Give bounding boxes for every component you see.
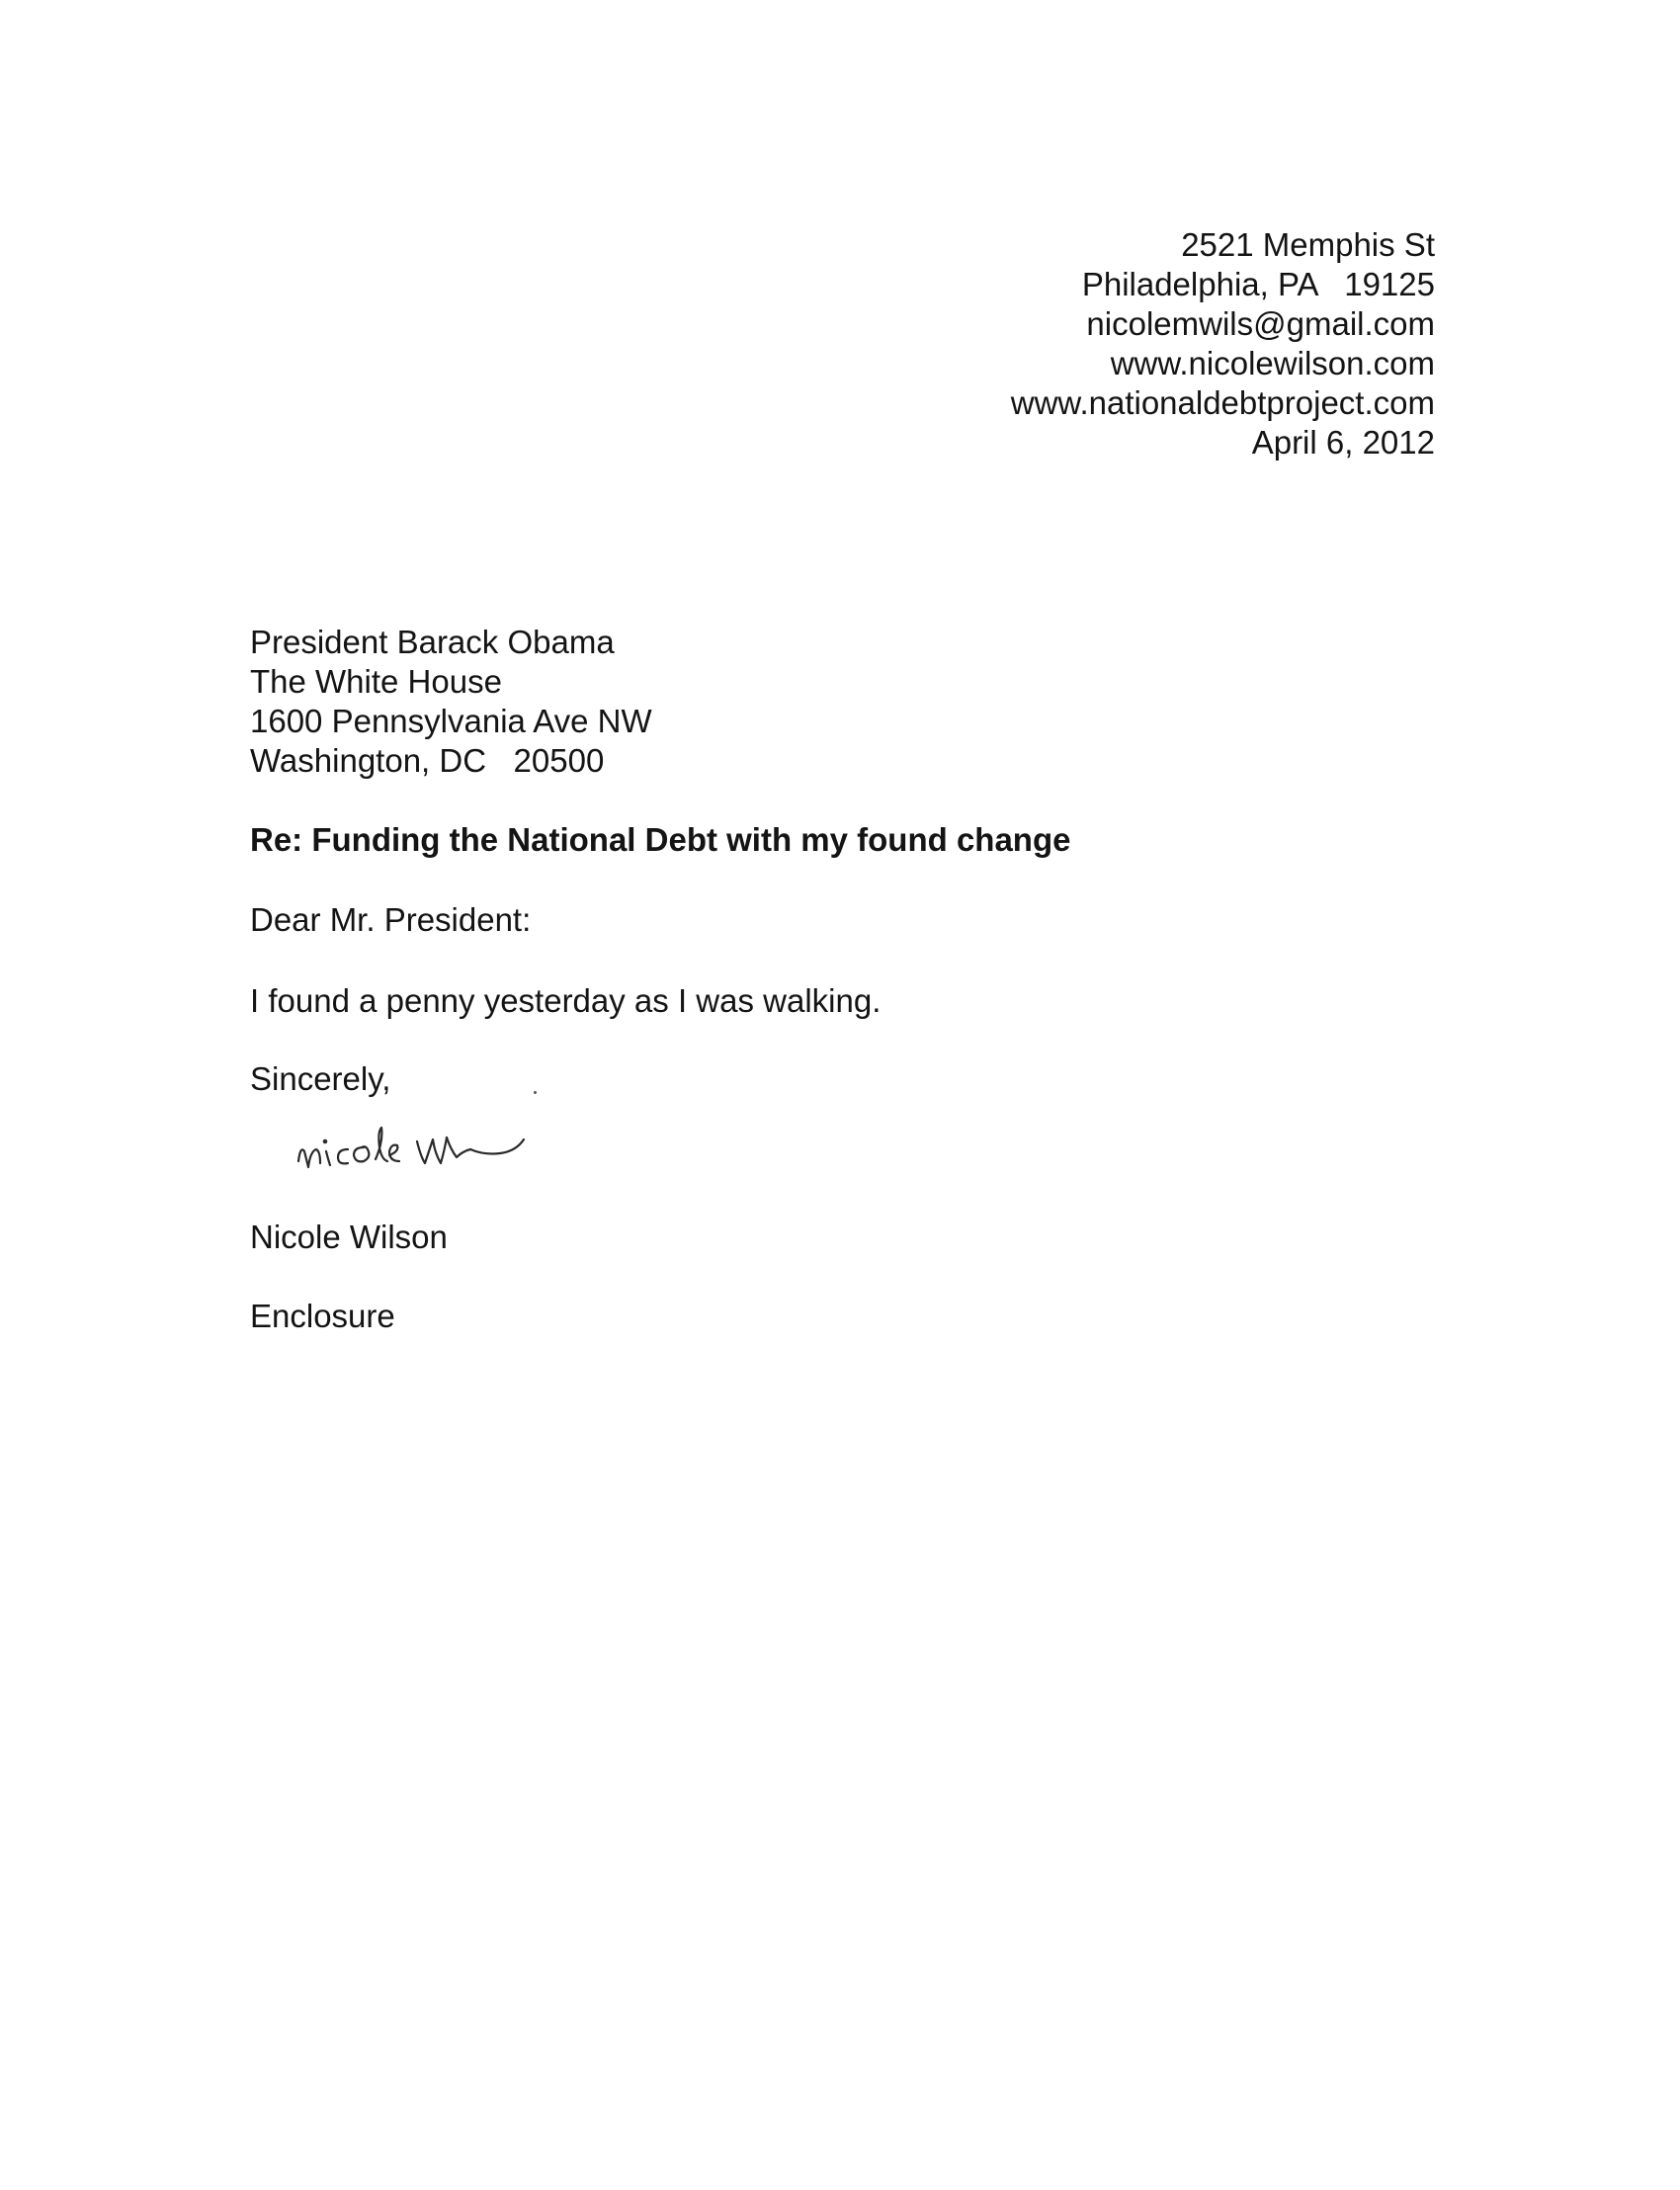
salutation: Dear Mr. President: [250,901,532,938]
recipient-organization: The White House [250,663,502,700]
closing: Sincerely, [250,1060,391,1097]
sender-email: nicolemwils@gmail.com [1086,305,1435,342]
enclosure-notation: Enclosure [250,1298,395,1334]
handwritten-signature [287,1112,662,1191]
recipient-name: President Barack Obama [250,624,615,660]
recipient-address-block [250,623,652,781]
sender-website-personal: www.nicolewilson.com [1110,345,1435,381]
recipient-street: 1600 Pennsylvania Ave NW [250,703,652,739]
sender-website-project: www.nationaldebtproject.com [1010,384,1435,421]
signer-name: Nicole Wilson [250,1219,448,1255]
sender-city-line: Philadelphia, PA 19125 [1081,266,1435,302]
paper-speck [534,1091,537,1094]
subject-line: Re: Funding the National Debt with my found change [250,821,1071,858]
letter-date: April 6, 2012 [1251,424,1435,461]
sender-street: 2521 Memphis St [1181,226,1435,263]
sender-address-block [1011,225,1435,463]
recipient-city-line: Washington, DC 20500 [250,742,605,779]
letter-body: I found a penny yesterday as I was walking. [250,982,882,1019]
